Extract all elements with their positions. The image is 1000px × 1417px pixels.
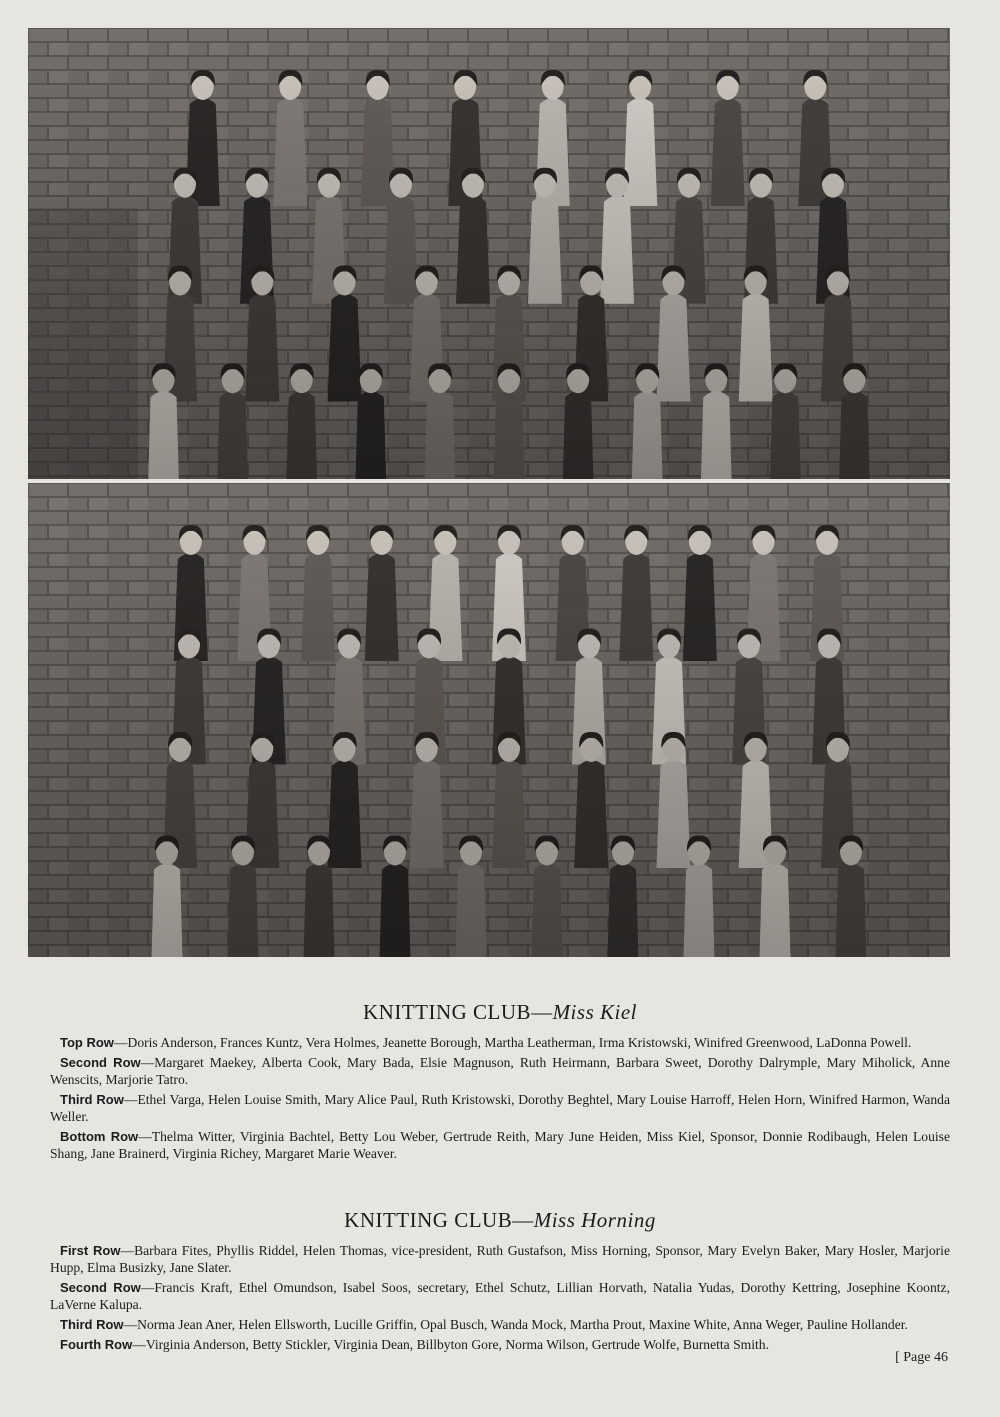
row-label: Second Row (60, 1280, 141, 1295)
roster-kiel (50, 1034, 950, 1165)
roster-horning (50, 1242, 950, 1356)
row-label: Third Row (60, 1092, 124, 1107)
row-label: First Row (60, 1243, 121, 1258)
row-names: Margaret Maekey, Alberta Cook, Mary Bada, Elsie Magnuson, Ruth Heirmann, Barbara Sweet, Dorothy Dalrymple, Mary Miholick, Anne Wenscits, Marjorie Tatro. (50, 1055, 950, 1087)
group-photo-bottom-image (28, 483, 950, 957)
page-number: [ Page 46 (895, 1350, 948, 1365)
roster-row: First Row—Barbara Fites, Phyllis Riddel, Helen Thomas, vice-president, Ruth Gustafson, Miss Horning, Sponsor, Mary Evelyn Baker, Mary Hosler, Marjorie Hupp, Elma Busizky, Jane Slater. (50, 1243, 950, 1275)
roster-row: Second Row—Margaret Maekey, Alberta Cook, Mary Bada, Elsie Magnuson, Ruth Heirmann, Barbara Sweet, Dorothy Dalrymple, Mary Miholick, Anne Wenscits, Marjorie Tatro. (50, 1055, 950, 1087)
roster-row: Second Row—Francis Kraft, Ethel Omundson, Isabel Soos, secretary, Ethel Schutz, Lillian Horvath, Natalia Yudas, Dorothy Kettring, Josephine Koontz, LaVerne Kalupa. (50, 1280, 950, 1312)
section-title-horning: KNITTING CLUB—Miss Horning (344, 1208, 656, 1232)
roster-row: Bottom Row—Thelma Witter, Virginia Bachtel, Betty Lou Weber, Gertrude Reith, Mary June Heiden, Miss Kiel, Sponsor, Donnie Rodibaugh, Helen Louise Shang, Jane Brainerd, Virginia Richey, Margaret Marie Weaver. (50, 1129, 951, 1161)
row-label: Bottom Row (60, 1129, 139, 1144)
club-name: KNITTING CLUB (363, 1000, 532, 1024)
sponsor-name: Miss Horning (533, 1208, 656, 1232)
roster-row: Fourth Row—Virginia Anderson, Betty Stickler, Virginia Dean, Billbyton Gore, Norma Wilson, Gertrude Wolfe, Burnetta Smith. (60, 1337, 769, 1352)
row-names: Ethel Varga, Helen Louise Smith, Mary Alice Paul, Ruth Kristowski, Dorothy Beghtel, Mary Louise Harroff, Helen Horn, Winifred Harmon, Wanda Weller. (50, 1092, 950, 1124)
row-names: Virginia Anderson, Betty Stickler, Virginia Dean, Billbyton Gore, Norma Wilson, Gertrude Wolfe, Burnetta Smith. (145, 1337, 769, 1352)
row-label: Third Row (60, 1317, 124, 1332)
row-names: Thelma Witter, Virginia Bachtel, Betty Lou Weber, Gertrude Reith, Mary June Heiden, Miss Kiel, Sponsor, Donnie Rodibaugh, Helen Louise Shang, Jane Brainerd, Virginia Richey, Margaret Marie Weaver. (50, 1129, 951, 1161)
row-label: Fourth Row (60, 1337, 133, 1352)
row-names: Doris Anderson, Frances Kuntz, Vera Holmes, Jeanette Borough, Martha Leatherman, Irma Kristowski, Winifred Greenwood, LaDonna Powell. (127, 1035, 912, 1050)
section-title-kiel: KNITTING CLUB—Miss Kiel (363, 1000, 637, 1024)
group-photo-bottom (28, 483, 950, 957)
group-photo-top (28, 28, 950, 479)
club-name: KNITTING CLUB (344, 1208, 513, 1232)
row-names: Francis Kraft, Ethel Omundson, Isabel Soos, secretary, Ethel Schutz, Lillian Horvath, Natalia Yudas, Dorothy Kettring, Josephine Koontz, LaVerne Kalupa. (50, 1280, 950, 1312)
row-names: Barbara Fites, Phyllis Riddel, Helen Thomas, vice-president, Ruth Gustafson, Miss Horning, Sponsor, Mary Evelyn Baker, Mary Hosler, Marjorie Hupp, Elma Busizky, Jane Slater. (50, 1243, 950, 1275)
sponsor-name: Miss Kiel (552, 1000, 637, 1024)
row-label: Second Row (60, 1055, 141, 1070)
group-photo-top-image (28, 28, 950, 479)
roster-row: Third Row—Norma Jean Aner, Helen Ellsworth, Lucille Griffin, Opal Busch, Wanda Mock, Martha Prout, Maxine White, Anna Weger, Pauline Hollander. (60, 1317, 908, 1332)
roster-row: Top Row—Doris Anderson, Frances Kuntz, Vera Holmes, Jeanette Borough, Martha Leatherman, Irma Kristowski, Winifred Greenwood, LaDonna Powell. (60, 1035, 912, 1050)
roster-row: Third Row—Ethel Varga, Helen Louise Smith, Mary Alice Paul, Ruth Kristowski, Dorothy Beghtel, Mary Louise Harroff, Helen Horn, Winifred Harmon, Wanda Weller. (50, 1092, 950, 1124)
row-names: Norma Jean Aner, Helen Ellsworth, Lucille Griffin, Opal Busch, Wanda Mock, Martha Prout, Maxine White, Anna Weger, Pauline Hollander. (137, 1317, 908, 1332)
row-label: Top Row (60, 1035, 114, 1050)
